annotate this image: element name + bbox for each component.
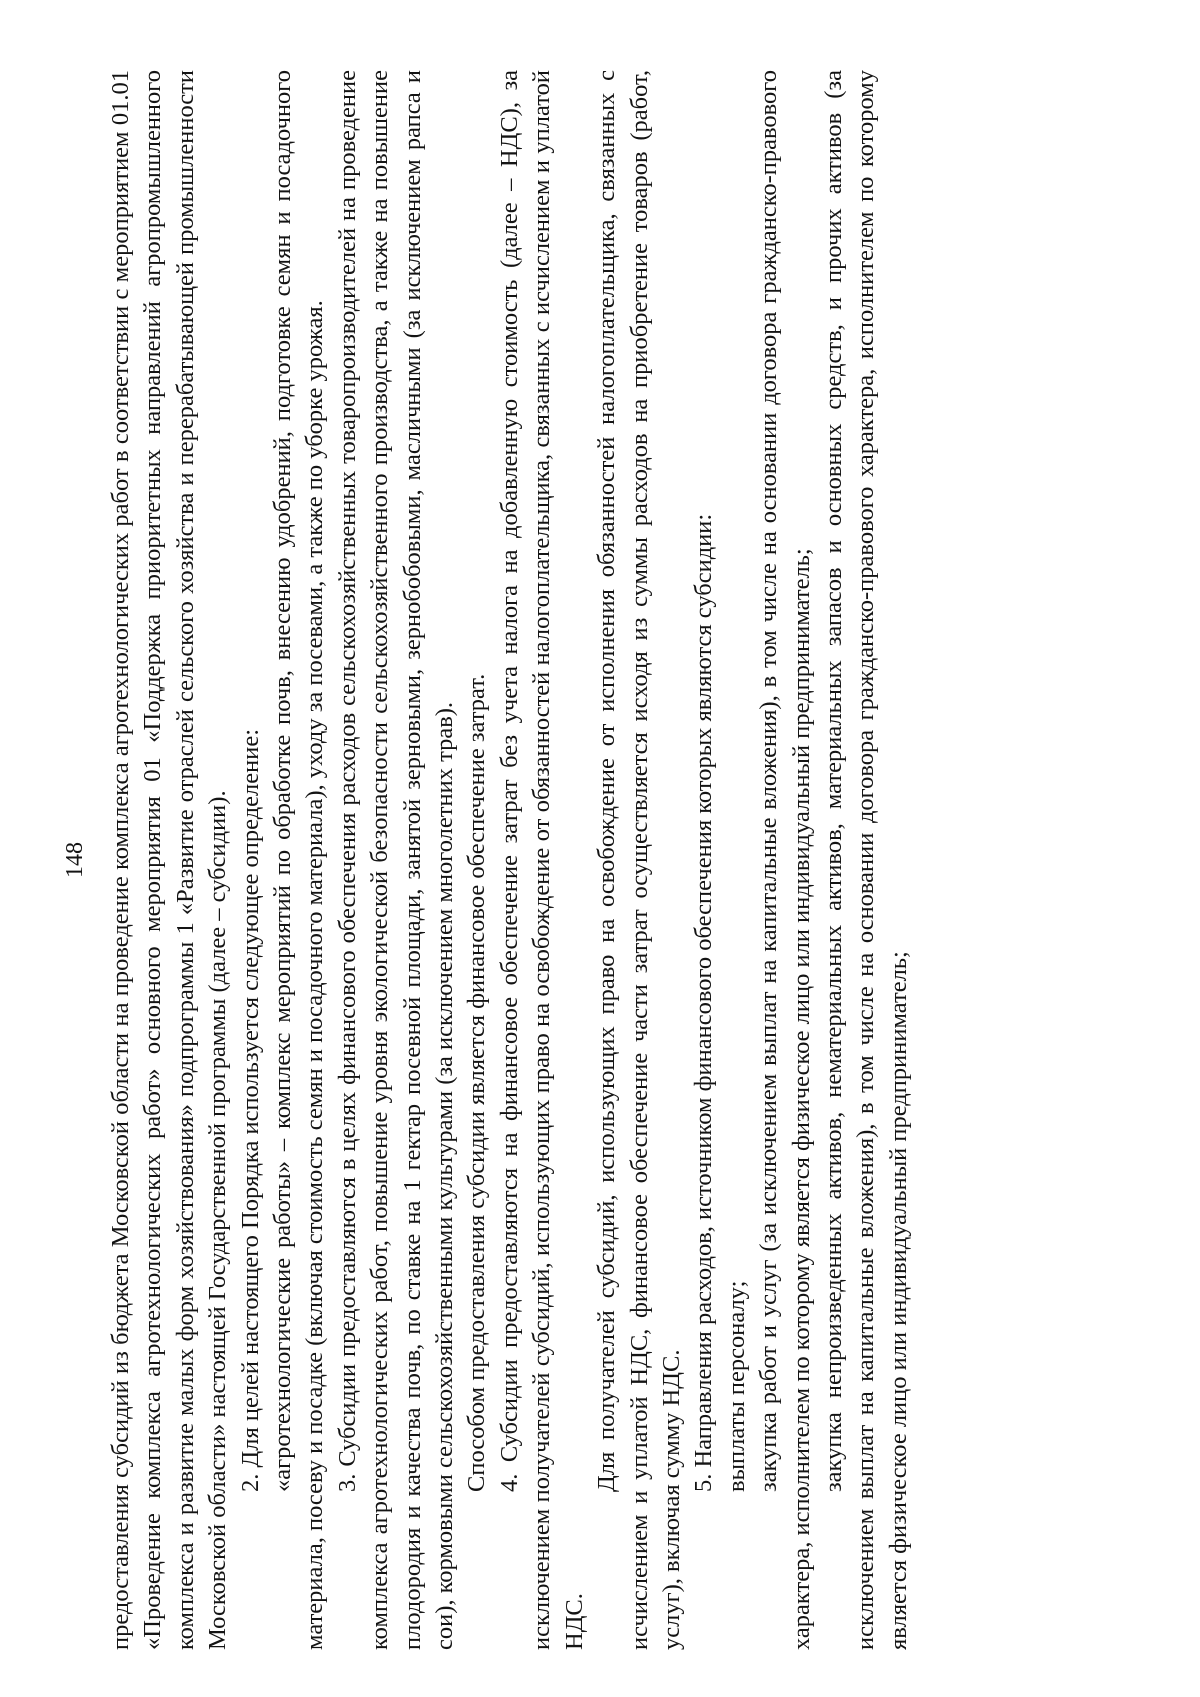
paragraph: предоставления субсидий из бюджета Московской области на проведение комплекса агротехнологических работ в соответствии с мероприятием 01.01 «Проведение комплекса агротехнологических работ» основного мероприятия 01 «Поддержка приоритетных направлений агропромышленного комплекса и развитие малых форм хозяйствования» подпрограммы 1 «Развитие отраслей сельского хозяйства и перерабатывающей промышленности Московской области» настоящей Государственной программы (далее – субсидии). xyxy=(107,70,232,1650)
paragraph: 5. Направления расходов, источником финансового обеспечения которых являются субсидии: xyxy=(690,513,718,1492)
document-body xyxy=(105,70,915,1650)
paragraph: 2. Для целей настоящего Порядка используется следующее определение: xyxy=(236,728,264,1492)
paragraph: закупка работ и услуг (за исключением выплат на капитальные вложения), в том числе на основании договора гражданско-правового характера, исполнителем по которому является физическое лицо или индивидуальный предприниматель; xyxy=(755,70,815,1650)
paragraph: Для получателей субсидий, использующих право на освобождение от исполнения обязанностей налогоплательщика, связанных с исчислением и уплатой НДС, финансовое обеспечение части затрат осуществляется исходя из суммы расходов на приобретение товаров (работ, услуг), включая сумму НДС. xyxy=(593,70,685,1650)
paragraph: 3. Субсидии предоставляются в целях финансового обеспечения расходов сельскохозяйственных товаропроизводителей на проведение комплекса агротехнологических работ, повышение уровня экологической безопасности сельскохозяйственного производства, а также на повышение плодородия и качества почв, по ставке на 1 гектар посевной площади, занятой зерновыми, зернобобовыми, масличными (за исключением рапса и сои), кормовыми сельскохозяйственными культурами (за исключением многолетних трав). xyxy=(333,70,459,1650)
paragraph: «агротехнологические работы» – комплекс мероприятий по обработке почв, внесению удобрений, подготовке семян и посадочного материала, посеву и посадке (включая стоимость семян и посадочного материала), уходу за посевами, а также по уборке урожая. xyxy=(269,70,329,1650)
paragraph: выплаты персоналу; xyxy=(722,1280,750,1492)
paragraph: Способом предоставления субсидии является финансовое обеспечение затрат. xyxy=(463,673,491,1492)
paragraph: 4. Субсидии предоставляются на финансовое обеспечение затрат без учета налога на добавленную стоимость (далее – НДС), за исключением получателей субсидий, использующих право на освобождение от обязанностей налогоплательщика, связанных с исчислением и уплатой НДС. xyxy=(495,70,588,1650)
rotated-content xyxy=(62,70,1005,1650)
page-number: 148 xyxy=(62,842,88,878)
paragraph: закупка непроизведенных активов, нематериальных активов, материальных запасов и основных средств, и прочих активов (за исключением выплат на капитальные вложения), в том числе на основании договора гражданско-правового характера, исполнителем по которому является физическое лицо или индивидуальный предприниматель; xyxy=(819,70,912,1650)
